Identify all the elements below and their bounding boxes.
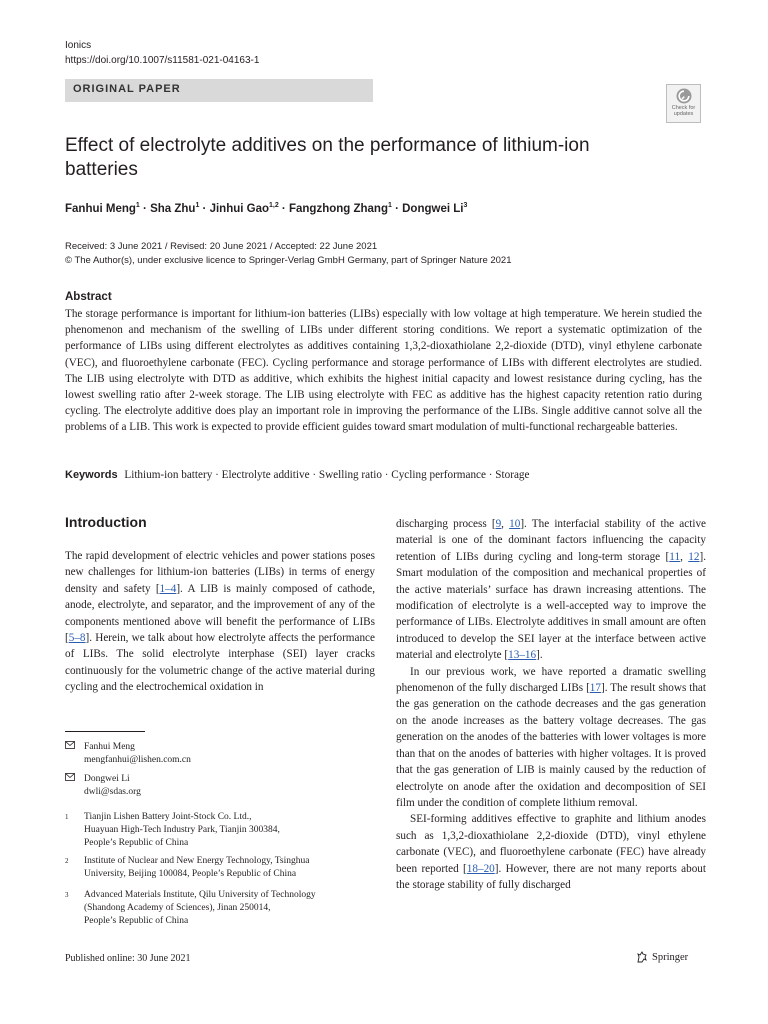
paper-title: Effect of electrolyte additives on the performance of lithium-ion batteries — [65, 135, 590, 180]
body-paragraph — [396, 664, 706, 812]
author-affiliation-mark: 1 — [195, 202, 200, 209]
abstract-text: The storage performance is important for lithium-ion batteries (LIBs) especially with low voltage at high temperature. We herein studied the phenomenon and mechanism of the swelling of LIBs under different storing conditions. We report a systematic optimization of the performance of LIBs using different electrolytes as additives containing 1,3,2-dioxathiolane 2,2-dioxide (DTD), vinyl ethylene carbonate (VEC), and fluoroethylene carbonate (FEC). Cycling performance and storage performance of LIBs with different electrolytes are studied. The LIB using electrolyte with DTD as additive, which exhibits the highest initial capacity and lowest resistance during cycling, has the lowest swelling ratio after 2-week storage. The LIB using electrolyte with FEC as additive has the highest capacity retention ratio during cycling. The electrolyte additive does play an important role in improving the performance of the LIBs. Single additive cannot solve all the problems of a LIB. This work is expected to provide efficient guides toward smart modulation of multi-functional rechargeable batteries. — [65, 308, 702, 434]
copyright-notice: © The Author(s), under exclusive licence to Springer-Verlag GmbH Germany, part of Springer Nature 2021 — [65, 255, 512, 266]
author-email[interactable]: dwli@sdas.org — [84, 787, 141, 797]
keywords — [65, 469, 530, 481]
citation-link[interactable]: 11 — [669, 550, 681, 563]
springer-horse-icon — [636, 951, 648, 963]
citation-link[interactable]: 18–20 — [466, 862, 495, 875]
article-history: Received: 3 June 2021 / Revised: 20 June 2021 / Accepted: 22 June 2021 — [65, 241, 378, 252]
author-name: Dongwei Li — [84, 774, 130, 784]
published-online-date: Published online: 30 June 2021 — [65, 953, 191, 964]
affiliation-line: Advanced Materials Institute, Qilu University of Technology — [84, 890, 316, 900]
paragraph-text: ]. However, there are not many reports about the storage stability of fully discharged — [396, 862, 706, 891]
author-name[interactable]: Sha Zhu — [150, 202, 196, 215]
publisher-logo — [636, 951, 688, 963]
author-affiliation-mark: 3 — [463, 202, 468, 209]
affiliation-line: Huayuan High-Tech Industry Park, Tianjin 300384, — [84, 825, 280, 835]
paragraph-text: ]. The interfacial stability of the active material is one of the dominant factors influencing the capacity retention of LIBs during cycling and long-term storage [ — [396, 518, 707, 563]
author-name[interactable]: Jinhui Gao — [209, 202, 269, 215]
citation-link[interactable]: 1–4 — [159, 582, 177, 595]
paragraph-text: The rapid development of electric vehicles and power stations poses new challenges for lithium-ion batteries (LIBs) in terms of energy density and safety [ — [65, 550, 375, 595]
citation-link[interactable]: 5–8 — [68, 632, 86, 645]
envelope-icon — [65, 741, 79, 754]
affiliation-number: 1 — [65, 813, 69, 821]
body-paragraph — [396, 811, 706, 893]
affiliation-line: (Shandong Academy of Sciences), Jinan 250014, — [84, 903, 271, 913]
author-separator: · — [391, 202, 403, 215]
author-affiliation-mark: 1 — [387, 202, 392, 209]
body-column-left — [65, 548, 375, 696]
check-for-updates-button[interactable] — [666, 84, 701, 123]
paragraph-text: , — [501, 518, 510, 530]
author-affiliation-mark: 1 — [135, 202, 140, 209]
article-type-label: ORIGINAL PAPER — [65, 79, 373, 102]
affiliation-number: 3 — [65, 891, 69, 899]
paragraph-text: SEI-forming additives effective to graphite and lithium anodes such as 1,3,2-dioxathiolane 2,2-dioxide (DTD), vinyl ethylene carbonate (VEC), and fluoroethylene carbonate (FEC) have already been reported [ — [396, 813, 706, 875]
citation-link[interactable]: 12 — [688, 550, 700, 563]
paragraph-text: ]. Smart modulation of the composition and mechanical properties of the active materials’ surface has drawn increasing attentions. The modification of electrolyte is a well-accepted way to improve the performance of LIBs. Electrolyte additives in small amount are often introduced to develop the SEI layer at the interface between active material and electrolyte [ — [396, 550, 706, 662]
author-separator: · — [278, 202, 289, 215]
citation-link[interactable]: 13–16 — [508, 649, 537, 662]
paragraph-text: ]. — [536, 649, 543, 662]
author-separator: · — [139, 202, 151, 215]
body-paragraph — [65, 548, 375, 696]
affiliation-line: People’s Republic of China — [84, 916, 189, 926]
author-name: Fanhui Meng — [84, 742, 135, 752]
body-paragraph — [396, 516, 706, 664]
affiliation-line: Tianjin Lishen Battery Joint-Stock Co. Ltd., — [84, 812, 252, 822]
keywords-label: Keywords — [65, 469, 118, 481]
body-column-right — [396, 516, 706, 893]
paragraph-text: ]. Herein, we talk about how electrolyte affects the performance of LIBs. The solid electrolyte interphase (SEI) layer cracks continuously for the volumetric change of the active material during cycling and the electrochemical oxidation in — [65, 632, 375, 694]
affiliation-number: 2 — [65, 857, 69, 865]
author-name[interactable]: Dongwei Li — [402, 202, 464, 215]
author-name[interactable]: Fanhui Meng — [65, 202, 136, 215]
keywords-text: Lithium-ion battery · Electrolyte additive · Swelling ratio · Cycling performance · Storage — [124, 469, 530, 481]
check-updates-icon — [676, 88, 692, 104]
citation-link[interactable]: 10 — [509, 518, 521, 530]
author-separator: · — [199, 202, 210, 215]
author-name[interactable]: Fangzhong Zhang — [288, 202, 388, 215]
introduction-heading: Introduction — [65, 514, 147, 530]
affiliation-line: People’s Republic of China — [84, 838, 189, 848]
paragraph-text: ]. The result shows that the gas generation on the cathode decreases and the gas generation on the anode increases as the battery voltage decreases. The gas generation on the anodes of the batteries with lower voltages is more than that on the anodes of batteries with higher voltages. It is proved that the gas generation of LIB is mainly caused by the reduction of electrolyte on anode after the oxidation and decomposition of SEI film under the condition of complete lithium removal. — [396, 682, 706, 809]
envelope-icon — [65, 773, 79, 786]
check-updates-label: Check for updates — [671, 105, 696, 117]
author-affiliation-mark: 1,2 — [269, 202, 279, 209]
affiliation-line: University, Beijing 100084, People’s Republic of China — [84, 869, 297, 879]
citation-link[interactable]: 17 — [589, 682, 601, 695]
author-email[interactable]: mengfanhui@lishen.com.cn — [84, 755, 191, 765]
footnote-divider — [65, 731, 145, 732]
author-list — [65, 202, 467, 215]
journal-name: Ionics — [65, 40, 92, 51]
abstract-heading: Abstract — [65, 291, 112, 303]
paragraph-text: discharging process [ — [396, 518, 496, 530]
paragraph-text: ]. A LIB is mainly composed of cathode, anode, electrolyte, and separator, and the improvement of any of the components mentioned above will benefit the performance of LIBs [ — [65, 582, 375, 645]
publisher-name: Springer — [652, 951, 689, 963]
affiliation-line: Institute of Nuclear and New Energy Technology, Tsinghua — [84, 856, 310, 866]
paragraph-text: In our previous work, we have reported a dramatic swelling phenomenon of the fully discharged LIBs [ — [396, 665, 706, 695]
doi-link[interactable]: https://doi.org/10.1007/s11581-021-04163-1 — [65, 55, 260, 66]
paragraph-text: , — [680, 550, 689, 563]
citation-link[interactable]: 9 — [495, 518, 502, 530]
